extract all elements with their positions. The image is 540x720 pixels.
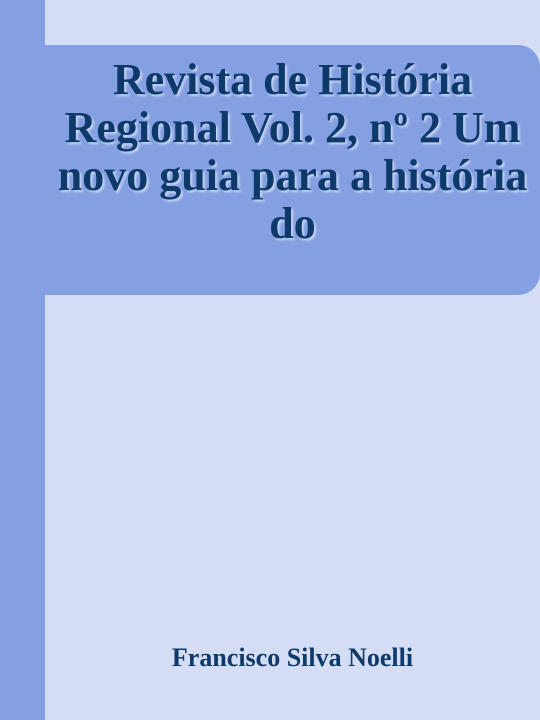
book-author: Francisco Silva Noelli	[171, 643, 414, 672]
book-title: Revista de História Regional Vol. 2, nº 2 Um novo guia para a história do	[57, 56, 528, 248]
cover-spine	[0, 0, 45, 720]
